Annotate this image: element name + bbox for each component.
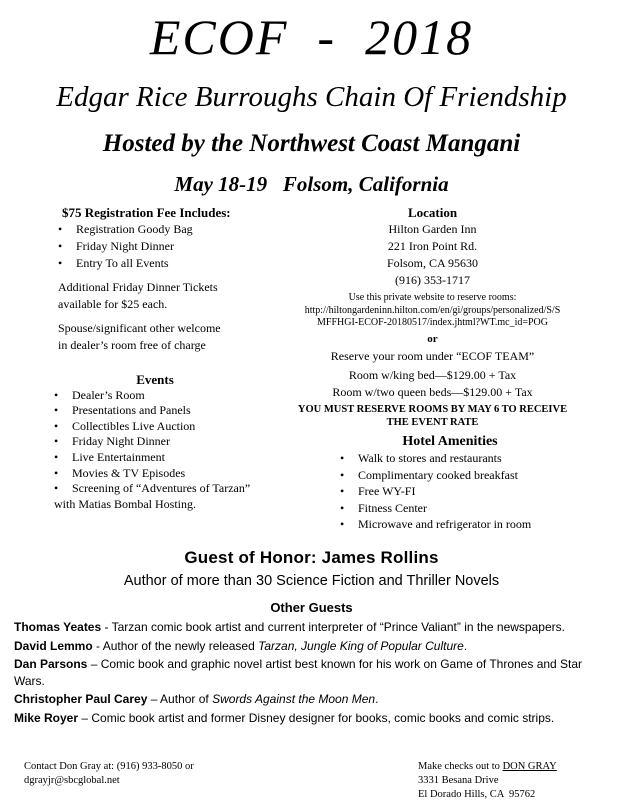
list-item: • Free WY-FI [330,483,600,499]
guest-desc-end: . [375,692,379,706]
checks-line [418,760,557,774]
events-heading: Events [136,372,174,387]
contact-info [24,760,194,788]
note-line: in dealer’s room free of charge [58,338,206,352]
guest-desc: – Author of [147,692,213,706]
guest-desc: – Comic book artist and former Disney designer for books, comic books and comic strips. [78,710,555,725]
list-item: • Collectibles Live Auction [40,419,300,435]
event-title: ECOF - 2018 [149,9,474,65]
hotel-city: Folsom, CA 95630 [386,256,479,270]
guest-name: Mike Royer [14,710,79,725]
hotel-phone: (916) 353-1717 [395,273,470,287]
rate-queen: Room w/two queen beds—$129.00 + Tax [332,384,533,399]
list-item: • Live Entertainment [40,450,300,466]
amenities-heading: Hotel Amenities [402,434,498,449]
list-item [14,710,614,727]
website-note: Use this private website to reserve rooms: [348,292,517,303]
note-line: Spouse/significant other welcome [58,321,221,335]
list-item: • Entry To all Events [48,255,294,272]
amenities-list [330,450,600,532]
event-subtitle: Edgar Rice Burroughs Chain Of Friendship [56,81,567,113]
list-item-line: with Matias Bombal Hosting. [54,496,196,511]
list-item: • Movies & TV Episodes [40,466,300,482]
guest-name: David Lemmo [14,638,93,653]
spouse-note [48,320,294,354]
deadline-line: YOU MUST RESERVE ROOMS BY MAY 6 TO RECEIVE [297,403,568,415]
events-list [40,388,300,513]
amenities-section [330,434,600,532]
other-guests-list [14,619,614,728]
hotel-street: 221 Iron Point Rd. [387,239,478,253]
location-section [285,204,580,429]
guest-desc-end: . [463,638,468,653]
contact-line: Contact Don Gray at: (916) 933-8050 or [24,761,194,772]
reservation-website [285,292,580,330]
event-date-location: May 18-19 Folsom, California [174,172,449,196]
registration-list [48,221,294,272]
list-item: • Microwave and refrigerator in room [330,516,600,532]
guest-of-honor-subtitle: Author of more than 30 Science Fiction and Thriller Novels [123,573,500,589]
list-item: • Fitness Center [330,500,600,516]
reservation-deadline [285,403,580,429]
other-guests-heading: Other Guests [270,600,353,615]
list-item-line: Screening of “Adventures of Tarzan” [72,481,251,496]
reserve-under: Reserve your room under “ECOF TEAM” [330,348,535,363]
address-line: El Dorado Hills, CA 95762 [418,789,536,800]
reservation-url-line[interactable]: MFFHGI-ECOF-20180517/index.jhtml?WT.mc_id=POG [316,317,548,328]
book-title: Tarzan, Jungle King of Popular Culture [258,638,464,653]
list-item: • Presentations and Panels [40,403,300,419]
deadline-line: THE EVENT RATE [386,416,479,428]
guest-name: Christopher Paul Carey [14,692,148,706]
hotel-name: Hilton Garden Inn [388,222,477,236]
dinner-tickets-note [48,279,294,313]
list-item: • Registration Goody Bag [48,221,294,238]
guest-name: Thomas Yeates [14,620,102,634]
list-item: • Friday Night Dinner [40,434,300,450]
list-item: • Walk to stores and restaurants [330,450,600,466]
rate-king: Room w/king bed—$129.00 + Tax [348,367,517,382]
note-line: Additional Friday Dinner Tickets [58,280,218,294]
list-item [14,691,614,708]
address-line: 3331 Besana Drive [418,775,499,786]
registration-heading: $75 Registration Fee Includes: [62,205,231,220]
note-line: available for $25 each. [58,297,168,311]
list-item: • Friday Night Dinner [48,238,294,255]
checks-payee: DON GRAY [502,761,557,772]
registration-section [48,204,294,354]
guest-desc: - Tarzan comic book artist and current interpreter of “Prince Valiant” in the newspapers. [101,620,565,634]
guest-desc: – Comic book and graphic novel artist best known for his work on Game of Thrones and Star Wars. [14,657,583,688]
checks-info [418,760,557,802]
guest-name: Dan Parsons [14,657,88,671]
guest-desc: - Author of the newly released [92,638,259,653]
reservation-url-line[interactable]: http://hiltongardeninn.hilton.com/en/gi/groups/personalized/S/S [304,304,561,316]
list-item: • Dealer’s Room [40,388,300,404]
book-title: Swords Against the Moon Men [212,692,376,706]
guest-of-honor: Guest of Honor: James Rollins [184,548,439,567]
location-heading: Location [407,205,458,220]
contact-email[interactable]: dgrayjr@sbcglobal.net [24,775,120,786]
event-host: Hosted by the Northwest Coast Mangani [102,130,521,157]
or-separator: or [427,332,438,345]
events-section [40,372,300,512]
list-item [14,656,614,689]
list-item [14,638,614,655]
list-item [40,481,300,512]
checks-prefix: Make checks out to [418,761,503,772]
list-item: • Complimentary cooked breakfast [330,467,600,483]
list-item [14,619,614,636]
